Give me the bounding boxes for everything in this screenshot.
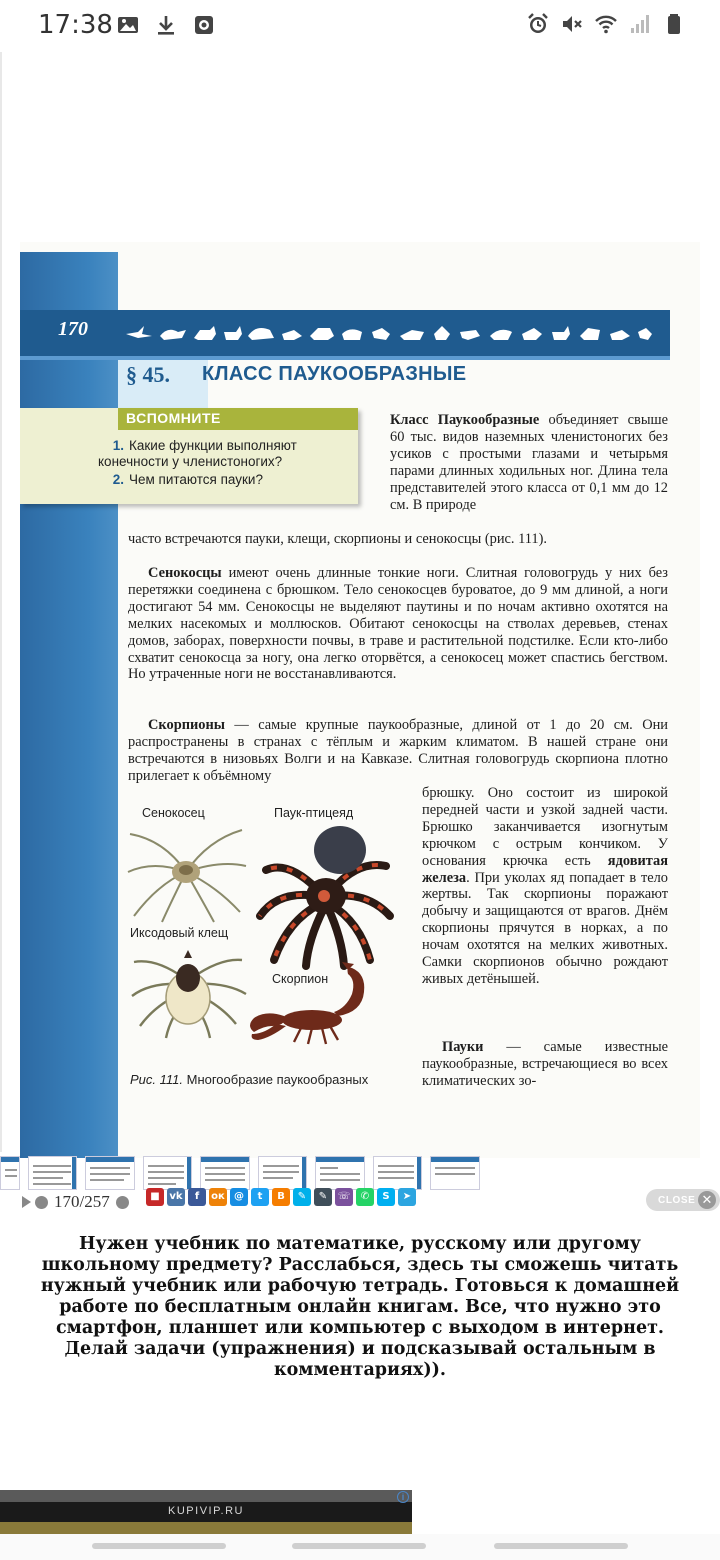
skype-share-button[interactable]: S bbox=[377, 1188, 395, 1206]
evernote-share-button[interactable]: ✎ bbox=[314, 1188, 332, 1206]
ad-banner[interactable] bbox=[0, 1490, 412, 1534]
close-button[interactable] bbox=[646, 1189, 720, 1211]
label-tarantula: Паук-птицеяд bbox=[274, 806, 354, 820]
next-page-button[interactable] bbox=[116, 1196, 129, 1209]
signal-icon bbox=[628, 12, 652, 36]
page-thumbnail[interactable] bbox=[0, 1156, 20, 1190]
intro-paragraph-bottom: часто встречаются пауки, клещи, скорпионы и сенокосцы (рис. 111). bbox=[128, 531, 548, 547]
pager bbox=[22, 1192, 129, 1212]
remind-box bbox=[20, 408, 358, 504]
page-indicator: 170/257 bbox=[54, 1192, 110, 1211]
livejournal-share-button[interactable]: ✎ bbox=[293, 1188, 311, 1206]
odnoklassniki-share-button[interactable]: ок bbox=[209, 1188, 227, 1206]
remind-heading: ВСПОМНИТЕ bbox=[118, 408, 358, 430]
book-page-scan[interactable] bbox=[20, 242, 700, 1158]
battery-icon bbox=[662, 12, 686, 36]
twitter-share-button[interactable]: t bbox=[251, 1188, 269, 1206]
ad-text: KUPIVIP.RU bbox=[168, 1505, 244, 1517]
figure-caption-number: Рис. 111. bbox=[130, 1072, 183, 1087]
label-scorpion: Скорпион bbox=[272, 972, 329, 986]
bookmark-button[interactable]: ■ bbox=[146, 1188, 164, 1206]
section-title: КЛАСС ПАУКООБРАЗНЫЕ bbox=[202, 363, 467, 385]
page-thumbnail-strip bbox=[0, 1156, 480, 1192]
alarm-icon bbox=[526, 12, 550, 36]
tarantula-illustration bbox=[248, 820, 398, 970]
book-page-number: 170 bbox=[58, 318, 88, 340]
ad-bottom-stripe bbox=[0, 1522, 412, 1534]
facebook-share-button[interactable]: f bbox=[188, 1188, 206, 1206]
spiders-term: Пауки bbox=[442, 1039, 484, 1055]
viber-share-button[interactable]: ☏ bbox=[335, 1188, 353, 1206]
whatsapp-share-button[interactable]: ✆ bbox=[356, 1188, 374, 1206]
remind-item-number: 2. bbox=[112, 472, 124, 487]
prev-page-button[interactable] bbox=[35, 1196, 48, 1209]
wifi-icon bbox=[594, 12, 618, 36]
harvestman-illustration bbox=[124, 820, 248, 924]
label-harvestman: Сенокосец bbox=[142, 806, 205, 820]
status-bar bbox=[0, 0, 720, 52]
blogger-share-button[interactable]: B bbox=[272, 1188, 290, 1206]
play-icon[interactable] bbox=[22, 1196, 31, 1208]
scorpions-paragraph-continued bbox=[422, 785, 668, 988]
page-thumbnail[interactable] bbox=[373, 1156, 423, 1190]
remind-item-text: Чем питаются пауки? bbox=[129, 472, 263, 487]
telegram-share-button[interactable]: ➤ bbox=[398, 1188, 416, 1206]
spiders-paragraph bbox=[422, 1039, 668, 1090]
page-thumbnail[interactable] bbox=[28, 1156, 78, 1190]
status-time: 17:38 bbox=[38, 10, 113, 40]
ad-top-stripe bbox=[0, 1490, 412, 1502]
spiders-text: — самые известные паукообразные, встречающиеся во всех климатических зо- bbox=[422, 1039, 668, 1089]
scorpions-term: Скорпионы bbox=[148, 717, 225, 733]
scorpions-text-a: брюшку. Оно состоит из широкой передней части и узкой задней части. Брюшко заканчивается изогнутым крючком с острым кончиком. У основания крючка есть bbox=[422, 785, 668, 869]
vk-share-button[interactable]: vk bbox=[167, 1188, 185, 1206]
section-number: § 45. bbox=[126, 362, 170, 387]
ad-info-icon[interactable]: i bbox=[397, 1491, 409, 1503]
page-sidebar-band bbox=[20, 252, 118, 1158]
remind-item-number: 1. bbox=[112, 438, 124, 453]
image-icon bbox=[116, 13, 140, 37]
close-label: CLOSE bbox=[658, 1194, 696, 1206]
animal-silhouettes-strip bbox=[124, 322, 654, 344]
page-edge bbox=[0, 52, 2, 1152]
scorpions-paragraph bbox=[128, 717, 668, 785]
moimir-share-button[interactable]: @ bbox=[230, 1188, 248, 1206]
intro-term: Класс Паукообразные bbox=[390, 412, 540, 428]
remind-item bbox=[98, 472, 348, 488]
venom-gland-term: ядовитая железа bbox=[422, 852, 668, 886]
harvestmen-term: Сенокосцы bbox=[148, 565, 222, 581]
nav-handle[interactable] bbox=[292, 1543, 426, 1549]
share-buttons bbox=[146, 1188, 416, 1206]
figure-caption-text: Многообразие паукообразных bbox=[183, 1072, 369, 1087]
mute-icon bbox=[560, 12, 584, 36]
intro-paragraph-top bbox=[390, 412, 668, 513]
harvestmen-text: имеют очень длинные тонкие ноги. Слитная головогрудь у них без перетяжки соединена с брюшком. Тело сенокосцев буроватое, до 9 мм длиной, а ноги достигают 54 мм. Сенокосцы не выделяют паутины и по ночам активно охотятся на мелких насекомых и моллюсков. Обитают сенокосцы на стволах деревьев, стенах домов, заборах, поверхности почвы, в траве и растительной подстилке. Если кто-либо схватит сенокосца за ногу, она легко оторвётся, а сенокосец может спастись бегством. Но утраченные ноги не восстанавливаются. bbox=[128, 565, 668, 683]
label-tick: Иксодовый клещ bbox=[130, 926, 229, 940]
page-thumbnail[interactable] bbox=[258, 1156, 308, 1190]
nav-handle[interactable] bbox=[92, 1543, 226, 1549]
page-thumbnail[interactable] bbox=[430, 1156, 480, 1190]
intro-text: объединяет свыше 60 тыс. видов наземных членистоногих без усиков с простыми глазами и четырьмя парами длинных ходильных ног. Длина тела представителей этого класса от 0,1 мм до 12 см. В природе bbox=[390, 412, 668, 513]
close-icon: ✕ bbox=[698, 1191, 716, 1209]
figure-caption bbox=[130, 1072, 368, 1087]
promo-text: Нужен учебник по математике, русскому или другому школьному предмету? Расслабься, здесь ты сможешь читать нужный учебник или рабочую тетрадь. Готовься к домашней работе по бесплатным онлайн книгам. Все, что нужно это смартфон, планшет или компьютер с выходом в интернет. Делай задачи (упражнения) и подсказывай остальным в комментариях)). bbox=[40, 1234, 680, 1380]
record-icon bbox=[192, 13, 216, 37]
page-thumbnail[interactable] bbox=[315, 1156, 365, 1190]
page-thumbnail[interactable] bbox=[200, 1156, 250, 1190]
download-icon bbox=[154, 13, 178, 37]
scorpion-illustration bbox=[242, 956, 378, 1046]
scorpions-text: — самые крупные паукообразные, длиной от 1 до 20 см. Они распространены в странах с тёплым и жарким климатом. В нашей стране они встречаются в низовьях Волги и на Кавказе. Слитная головогрудь скорпиона плотно прилегает к объёмному bbox=[128, 717, 668, 784]
nav-handle[interactable] bbox=[494, 1543, 628, 1549]
tick-illustration bbox=[126, 938, 250, 1040]
remind-item bbox=[98, 438, 348, 470]
page-thumbnail[interactable] bbox=[85, 1156, 135, 1190]
system-navigation-bar bbox=[0, 1534, 720, 1560]
remind-item-text: Какие функции выполняют конечности у членистоногих? bbox=[98, 438, 297, 469]
page-thumbnail[interactable] bbox=[143, 1156, 193, 1190]
harvestmen-paragraph bbox=[128, 565, 668, 683]
scorpions-text-b: . При уколах яд попадает в тело жертвы. Так скорпионы поражают добычу и защищаются от врагов. Днём скорпионы прячутся в норках, а по ночам охотятся на мелких животных. Самки скорпионов обычно рождают живых детёнышей. bbox=[422, 869, 668, 987]
